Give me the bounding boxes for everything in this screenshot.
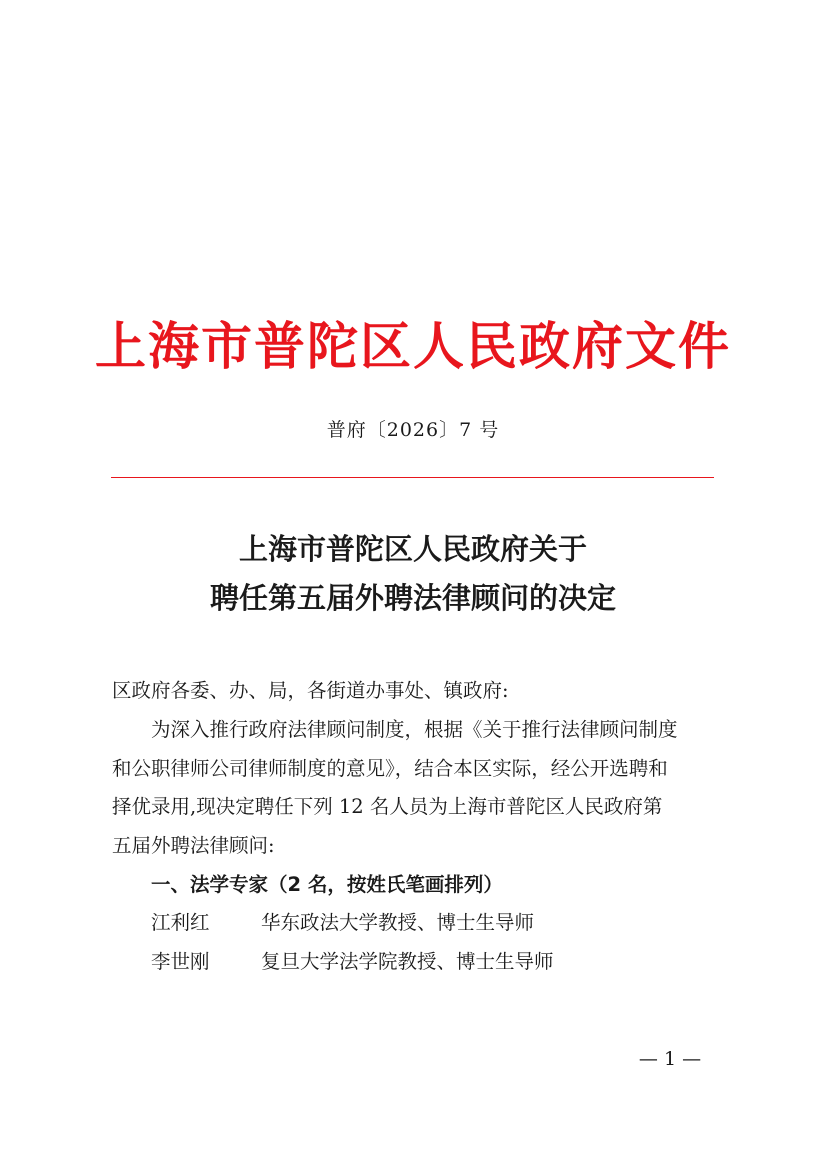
document-title-line-1: 上海市普陀区人民政府关于 <box>238 532 587 566</box>
document-number: 普府〔2026〕7 号 <box>326 419 500 441</box>
person-name: 江利红 <box>151 911 210 934</box>
body-paragraph <box>112 711 718 865</box>
body-line: 和公职律师公司律师制度的意见》，结合本区实际，经公开选聘和 <box>112 756 668 780</box>
body-line: 为深入推行政府法律顾问制度，根据《关于推行法律顾问制度 <box>151 718 678 741</box>
page-number: — 1 — <box>638 1048 702 1070</box>
document-title-line-2: 聘任第五届外聘法律顾问的决定 <box>209 581 616 615</box>
addressee: 区政府各委、办、局，各街道办事处、镇政府: <box>112 679 509 702</box>
section-heading: 一、法学专家（2 名，按姓氏笔画排列） <box>151 873 503 896</box>
person-name: 李世刚 <box>151 950 210 973</box>
person-title: 华东政法大学教授、博士生导师 <box>261 911 535 934</box>
body-line: 择优录用,现决定聘任下列 12 名人员为上海市普陀区人民政府第 <box>112 795 663 818</box>
person-row <box>151 943 554 981</box>
masthead-title: 上海市普陀区人民政府文件 <box>94 317 731 377</box>
body-line: 五届外聘法律顾问: <box>112 833 275 857</box>
red-divider <box>111 477 714 478</box>
person-row <box>151 904 534 942</box>
person-title: 复旦大学法学院教授、博士生导师 <box>261 950 554 973</box>
